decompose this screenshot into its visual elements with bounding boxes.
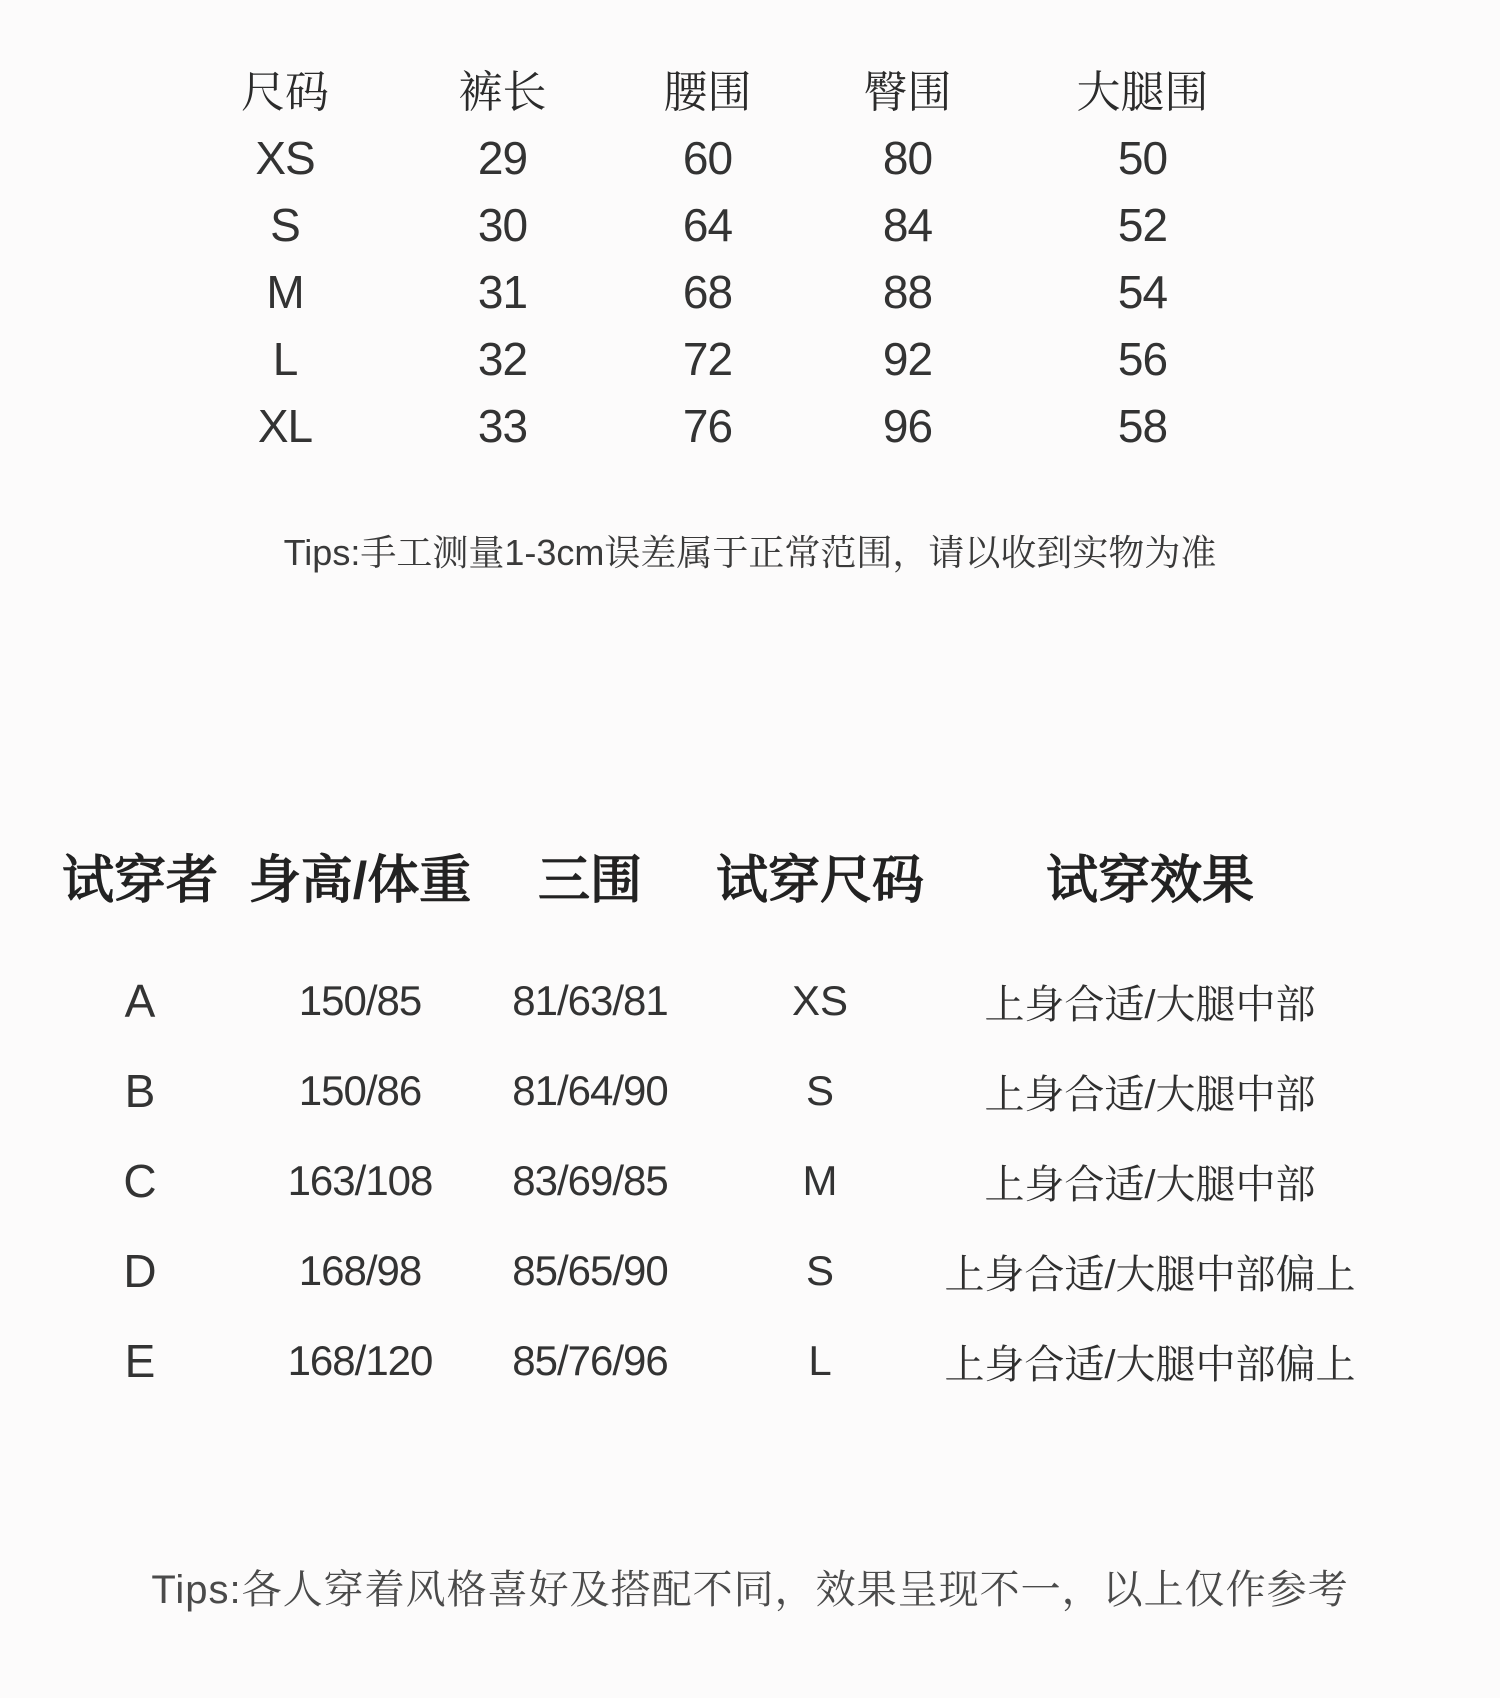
measurements-value: 81/63/81 <box>512 977 668 1024</box>
tried-size-value: M <box>802 1157 838 1204</box>
table-row <box>170 191 1280 258</box>
tester-label: D <box>123 1245 157 1297</box>
table-row <box>170 124 1280 191</box>
thigh-value: 54 <box>1117 265 1168 318</box>
height-weight-value: 168/120 <box>287 1337 433 1384</box>
tester-label: E <box>124 1335 156 1387</box>
waist-value: 68 <box>682 265 733 318</box>
tester-label: A <box>124 975 156 1027</box>
pants-length-value: 29 <box>477 131 528 184</box>
hip-value: 92 <box>882 332 933 385</box>
table-row <box>170 258 1280 325</box>
height-weight-value: 163/108 <box>287 1157 433 1204</box>
fit-table-header-tried-size: 试穿尺码 <box>715 852 924 910</box>
pants-length-value: 33 <box>477 399 528 452</box>
tried-size-value: S <box>805 1067 834 1114</box>
table-row <box>40 1316 1440 1406</box>
thigh-value: 56 <box>1117 332 1168 385</box>
measurements-value: 83/69/85 <box>512 1157 668 1204</box>
fit-disclaimer-tip-text: Tips:各人穿着风格喜好及搭配不同，效果呈现不一，以上仅作参考 <box>151 1568 1349 1612</box>
size-table <box>170 0 1280 459</box>
fit-effect-value: 上身合适/大腿中部 <box>984 982 1316 1027</box>
tester-label: B <box>124 1065 156 1117</box>
fit-effect-value: 上身合适/大腿中部 <box>984 1162 1316 1207</box>
size-label: S <box>270 198 300 251</box>
measurement-tip-text: Tips:手工测量1-3cm误差属于正常范围，请以收到实物为准 <box>283 532 1217 573</box>
size-table-header-hip: 臀围 <box>863 68 952 117</box>
thigh-value: 58 <box>1117 399 1168 452</box>
measurements-value: 85/76/96 <box>512 1337 668 1384</box>
tried-size-value: S <box>805 1247 834 1294</box>
table-row <box>40 1136 1440 1226</box>
table-row <box>170 325 1280 392</box>
size-label: XL <box>257 399 313 452</box>
hip-value: 96 <box>882 399 933 452</box>
pants-length-value: 32 <box>477 332 528 385</box>
fit-effect-value: 上身合适/大腿中部 <box>984 1072 1316 1117</box>
tried-size-value: L <box>808 1337 832 1384</box>
hip-value: 84 <box>882 198 933 251</box>
fit-table-header-tester: 试穿者 <box>61 852 218 910</box>
size-label: M <box>266 265 304 318</box>
hip-value: 80 <box>882 131 933 184</box>
size-label: XS <box>255 131 315 184</box>
tried-size-value: XS <box>791 977 849 1024</box>
hip-value: 88 <box>882 265 933 318</box>
pants-length-value: 31 <box>477 265 528 318</box>
fit-table-header-fit-effect: 试穿效果 <box>1045 852 1254 910</box>
size-table-header-row <box>170 52 1280 124</box>
table-row <box>40 1046 1440 1136</box>
height-weight-value: 150/85 <box>298 977 422 1024</box>
table-row <box>40 956 1440 1046</box>
waist-value: 72 <box>682 332 733 385</box>
table-row <box>40 1226 1440 1316</box>
tester-label: C <box>123 1155 157 1207</box>
fit-table-header-height-weight: 身高/体重 <box>248 852 472 910</box>
waist-value: 76 <box>682 399 733 452</box>
measurements-value: 85/65/90 <box>512 1247 668 1294</box>
size-table-header-thigh: 大腿围 <box>1076 68 1209 117</box>
waist-value: 64 <box>682 198 733 251</box>
thigh-value: 52 <box>1117 198 1168 251</box>
size-table-header-size: 尺码 <box>241 68 329 117</box>
fit-table-header-measurements: 三围 <box>537 852 642 910</box>
fit-effect-value: 上身合适/大腿中部偏上 <box>944 1342 1356 1387</box>
size-table-header-waist: 腰围 <box>663 68 752 117</box>
pants-length-value: 30 <box>477 198 528 251</box>
fit-effect-value: 上身合适/大腿中部偏上 <box>944 1252 1356 1297</box>
height-weight-value: 150/86 <box>298 1067 422 1114</box>
waist-value: 60 <box>682 131 733 184</box>
measurements-value: 81/64/90 <box>512 1067 668 1114</box>
size-label: L <box>272 332 298 385</box>
table-row <box>170 392 1280 459</box>
thigh-value: 50 <box>1117 131 1168 184</box>
size-table-header-pants-length: 裤长 <box>458 68 547 117</box>
fit-table <box>40 838 1440 1406</box>
height-weight-value: 168/98 <box>298 1247 422 1294</box>
fit-table-header-row <box>40 838 1440 912</box>
